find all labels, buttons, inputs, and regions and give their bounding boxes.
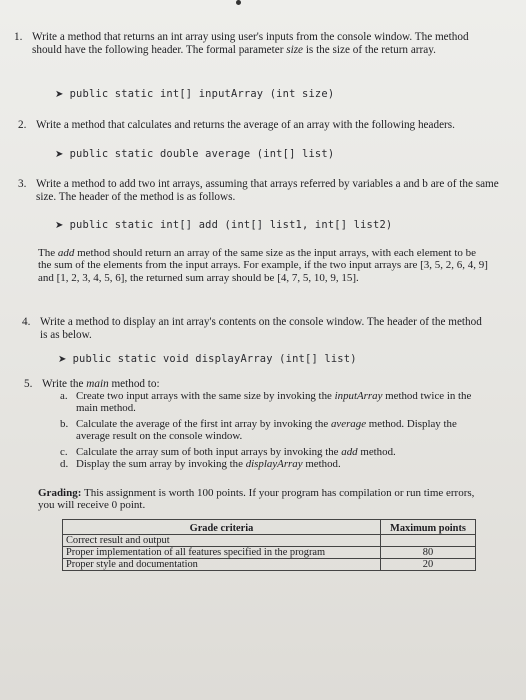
arrow-bullet-icon: ➤: [55, 149, 64, 160]
table-row: [63, 535, 476, 547]
question-text: Write a method that returns an int array using user's inputs from the console window. The method should have the following header. The formal parameter size is the size of the return array.: [32, 31, 469, 56]
table-cell: Proper implementation of all features specified in the program: [63, 547, 381, 559]
question-number: 3.: [18, 178, 27, 190]
table-row: [63, 547, 476, 559]
list-item: d. Display the sum array by invoking the displayArray method.: [60, 458, 341, 470]
question-1: [14, 31, 500, 71]
arrow-bullet-icon: ➤: [55, 89, 64, 100]
list-item: a. Create two input arrays with the same size by invoking the inputArray method twice in the main method.: [60, 390, 472, 414]
table-cell: 20: [381, 559, 476, 571]
grading-note: Grading: This assignment is worth 100 points. If your program has compilation or run time errors, you will receive 0 point.: [38, 487, 475, 512]
question-number: 5.: [24, 378, 33, 390]
page-mark: [236, 0, 241, 5]
arrow-bullet-icon: ➤: [58, 354, 67, 365]
question-text: Write a method to display an int array's contents on the console window. The header of the method is as below.: [40, 316, 482, 341]
question-number: 1.: [14, 31, 23, 43]
table-header-row: [63, 520, 476, 535]
table-header: Grade criteria: [63, 520, 381, 535]
grading-table: [62, 519, 476, 571]
code-header-1: ➤ public static int[] inputArray (int size): [55, 88, 335, 100]
table-cell: [381, 535, 476, 547]
question-text: Write a method that calculates and returns the average of an array with the following headers.: [36, 119, 455, 131]
question-3: [18, 178, 504, 206]
code-header-4: ➤ public static void displayArray (int[] list): [58, 353, 357, 365]
arrow-bullet-icon: ➤: [55, 220, 64, 231]
table-header: Maximum points: [381, 520, 476, 535]
code-header-2: ➤ public static double average (int[] list): [55, 148, 335, 160]
table-row: [63, 559, 476, 571]
list-item: b. Calculate the average of the first int array by invoking the average method. Display the average result on the console window.: [60, 418, 457, 442]
question-4: [22, 316, 492, 344]
code-header-3: ➤ public static int[] add (int[] list1, int[] list2): [55, 219, 393, 231]
table-cell: 80: [381, 547, 476, 559]
question-number: 2.: [18, 119, 27, 131]
question-number: 4.: [22, 316, 31, 328]
add-method-description: The add method should return an array of the same size as the input arrays, with each element to be the sum of the elements from the input arrays. For example, if the two input arrays are [3, 5, 2, 6, 4, 9] and [1, 2, 3, 4, 5, 6], the returned sum array should be [4, 7, 5, 10, 9, 15].: [38, 247, 488, 284]
list-item: c. Calculate the array sum of both input arrays by invoking the add method.: [60, 446, 396, 458]
question-text: Write the main method to:: [42, 378, 160, 390]
question-text: Write a method to add two int arrays, assuming that arrays referred by variables a and b are of the same size. The header of the method is as follows.: [36, 178, 499, 203]
table-cell: Proper style and documentation: [63, 559, 381, 571]
question-2: [18, 119, 508, 133]
table-cell: Correct result and output: [63, 535, 381, 547]
